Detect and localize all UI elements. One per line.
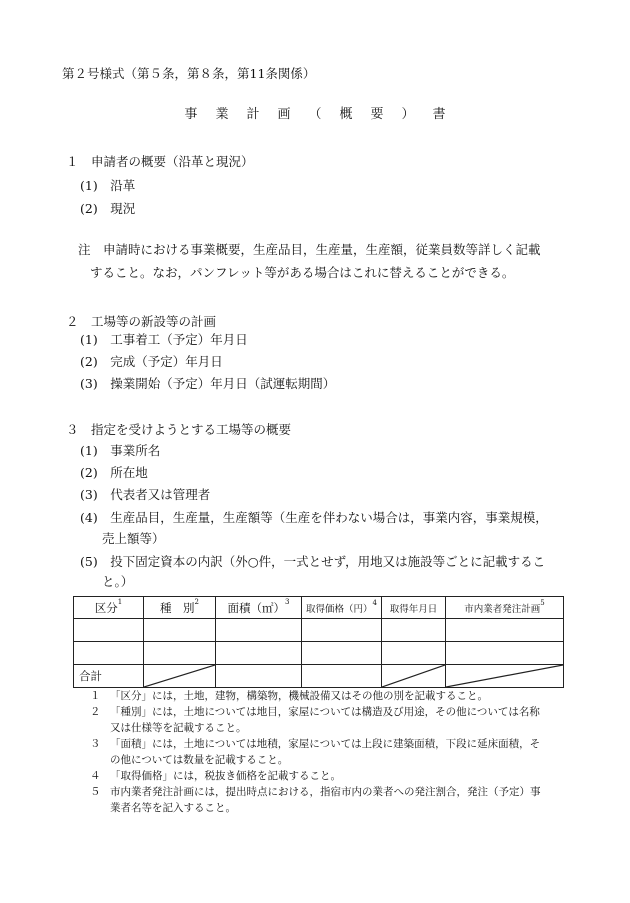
section3-item5-cont: と。） <box>102 574 134 589</box>
table-cell[interactable] <box>74 619 144 642</box>
header-type: 種 別$^2$ <box>144 597 216 619</box>
section2-heading: ２ 工場等の新設等の計画 <box>66 314 217 329</box>
header-area: 面積（㎡）$^3$ <box>216 597 302 619</box>
diagonal-cell <box>446 665 564 688</box>
table-cell[interactable] <box>446 642 564 665</box>
diagonal-cell <box>382 665 446 688</box>
section1-heading: １ 申請者の概要（沿革と現況） <box>66 154 254 169</box>
section1-note-cont: すること。なお，パンフレット等がある場合はこれに替えることができる。 <box>90 265 515 280</box>
note-item: ４ 「取得価格」には，税抜き価格を記載すること。 <box>90 770 341 782</box>
section2-item: (3) 操業開始（予定）年月日（試運転期間） <box>80 376 336 391</box>
section2-item: (2) 完成（予定）年月日 <box>80 354 223 369</box>
table-cell[interactable] <box>216 642 302 665</box>
table-cell[interactable] <box>446 619 564 642</box>
section2-item: (1) 工事着工（予定）年月日 <box>80 332 248 347</box>
total-area-cell[interactable] <box>216 665 302 688</box>
header-category: 区分$^1$ <box>74 597 144 619</box>
title-char: （ <box>308 107 322 122</box>
note-item: ２ 「種別」には，土地については地目，家屋については構造及び用途，その他については名称 又は仕様等を記載すること。 <box>90 706 540 734</box>
total-price-cell[interactable] <box>302 665 382 688</box>
section3-item4: (4) 生産品目，生産量，生産額等（生産を伴わない場合は，事業内容，事業規模， <box>80 510 548 525</box>
section3-item: (2) 所在地 <box>80 465 148 480</box>
diagonal-line <box>144 665 215 687</box>
section1-item: (1) 沿革 <box>80 178 136 193</box>
title-char: 要 <box>370 107 384 122</box>
table-cell[interactable] <box>74 642 144 665</box>
title-char: ） <box>401 107 415 122</box>
table-row <box>74 619 564 642</box>
fixed-capital-table <box>73 596 564 688</box>
title-char: 画 <box>277 107 291 122</box>
header-price: 取得価格（円）$^4$ <box>302 597 382 619</box>
section3-item: (1) 事業所名 <box>80 443 161 458</box>
section1-item: (2) 現況 <box>80 201 136 216</box>
total-label: 合計 <box>74 665 144 688</box>
title-char: 事 <box>184 107 198 122</box>
table-cell[interactable] <box>216 619 302 642</box>
table-cell[interactable] <box>144 619 216 642</box>
header-local-order: 市内業者発注計画$^5$ <box>446 597 564 619</box>
note-item: ３ 「面積」には，土地については地積，家屋については上段に建築面積，下段に延床面積，そ の他については数量を記載すること。 <box>90 738 541 766</box>
table-header-row <box>74 597 564 619</box>
diagonal-cell <box>144 665 216 688</box>
title-char: 計 <box>246 107 260 122</box>
section1-note: 注 申請時における事業概要，生産品目，生産量，生産額，従業員数等詳しく記載 <box>78 242 541 257</box>
table-row <box>74 642 564 665</box>
table-notes <box>90 688 541 816</box>
title-char: 業 <box>215 107 229 122</box>
diagonal-line <box>446 665 563 687</box>
note-item: ５ 市内業者発注計画には，提出時点における，指宿市内の業者への発注割合，発注（予定）事 業者名等を記入すること。 <box>90 786 541 814</box>
table-total-row <box>74 665 564 688</box>
title-char: 概 <box>339 107 353 122</box>
title-char: 書 <box>432 107 446 122</box>
table-cell[interactable] <box>382 642 446 665</box>
header-date: 取得年月日 <box>382 597 446 619</box>
diagonal-line <box>382 665 445 687</box>
table-cell[interactable] <box>302 642 382 665</box>
table-cell[interactable] <box>382 619 446 642</box>
section3-heading: ３ 指定を受けようとする工場等の概要 <box>66 422 292 437</box>
table-cell[interactable] <box>144 642 216 665</box>
note-item: １ 「区分」には，土地，建物，構築物，機械設備又はその他の別を記載すること。 <box>90 690 488 702</box>
section3-item: (3) 代表者又は管理者 <box>80 487 211 502</box>
document-title <box>0 108 630 121</box>
section3-item5: (5) 投下固定資本の内訳（外○件，一式とせず，用地又は施設等ごとに記載するこ <box>80 554 546 569</box>
form-number: 第２号様式（第５条，第８条，第11条関係） <box>62 66 316 81</box>
table-cell[interactable] <box>302 619 382 642</box>
section3-item4-cont: 売上額等） <box>102 531 165 546</box>
